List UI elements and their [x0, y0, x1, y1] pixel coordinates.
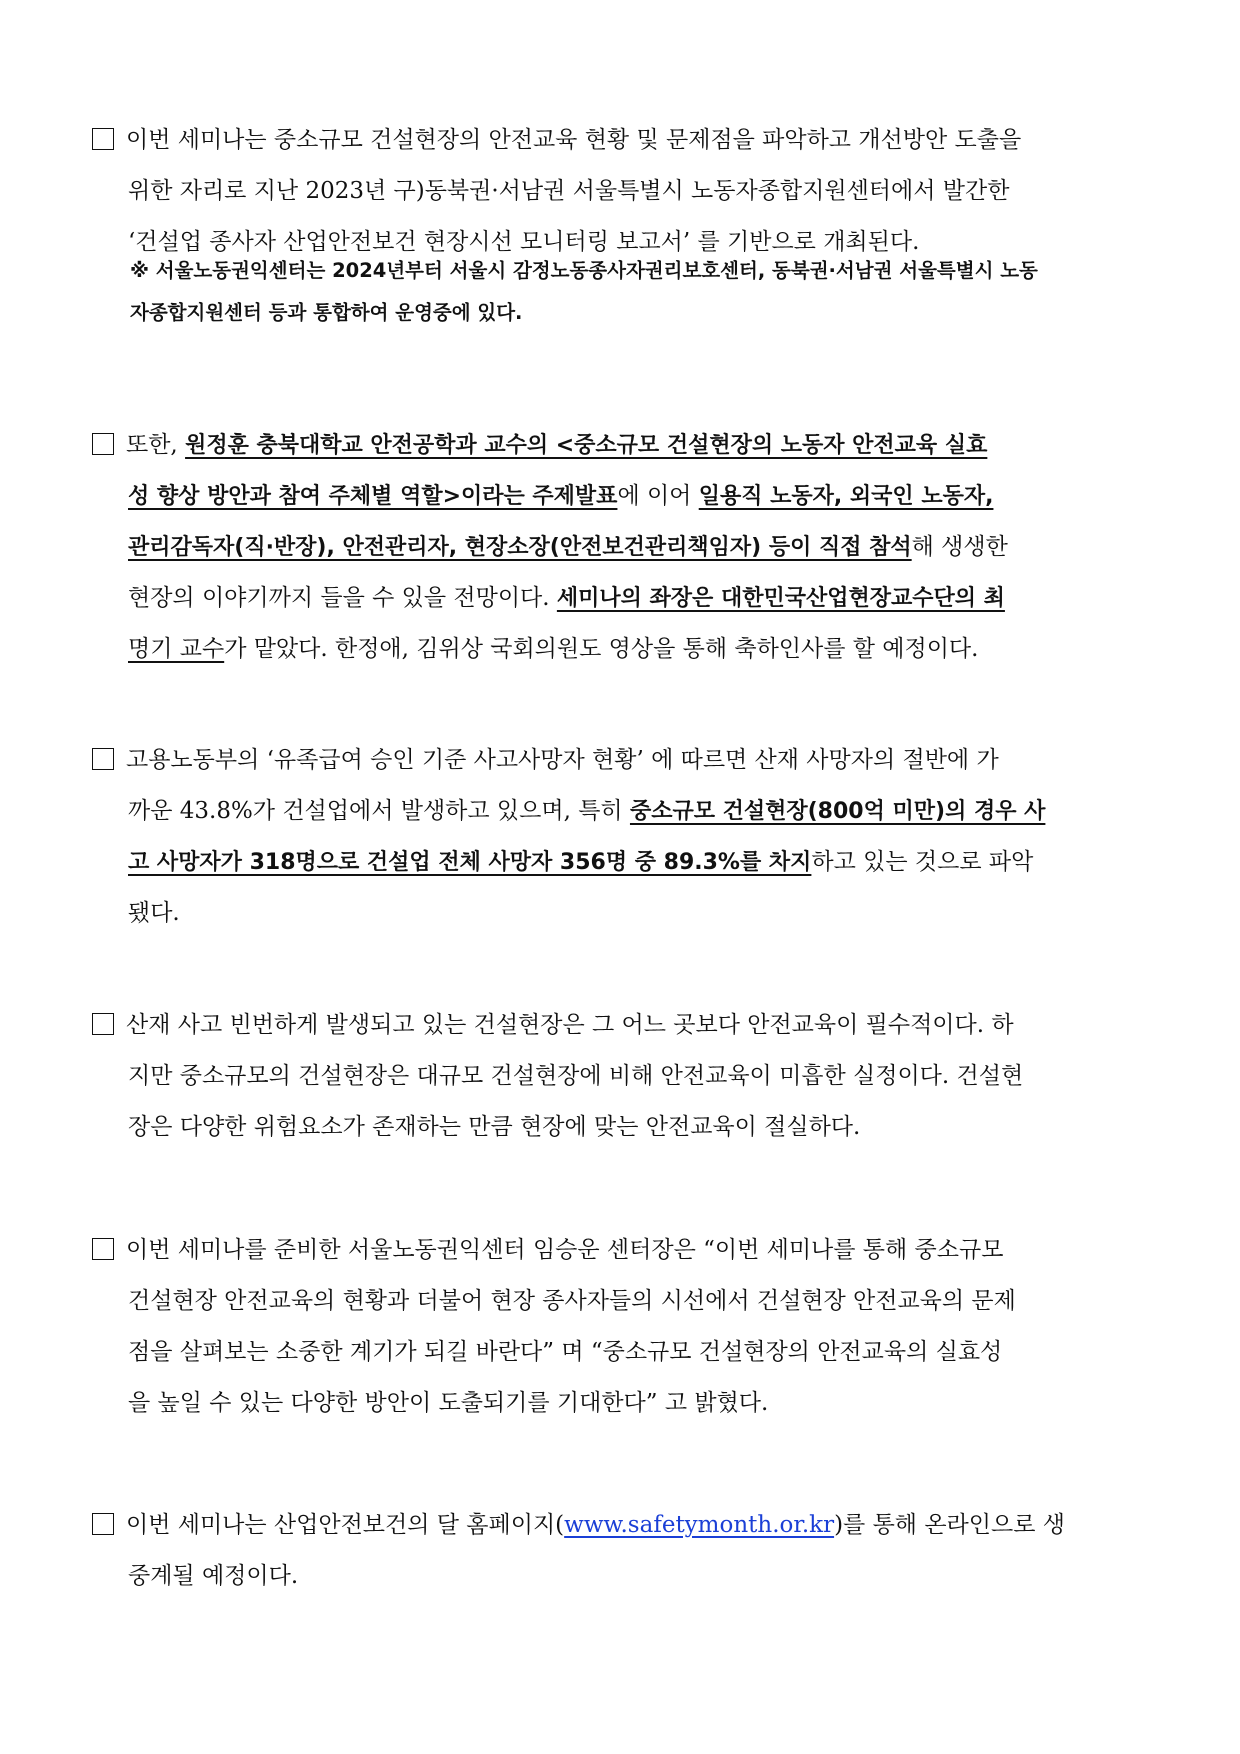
checkbox-bullet-icon	[92, 748, 114, 770]
text-line: 을 높일 수 있는 다양한 방안이 도출되기를 기대한다” 고 밝혔다.	[128, 1390, 769, 1416]
note-line: 자종합지원센터 등과 통합하여 운영중에 있다.	[130, 301, 523, 324]
text-line: 됐다.	[128, 900, 180, 926]
text-line: ‘건설업 종사자 산업안전보건 현장시선 모니터링 보고서’ 를 기반으로 개최된다.	[128, 229, 920, 255]
text-line: 중계될 예정이다.	[128, 1563, 299, 1589]
checkbox-bullet-icon	[92, 128, 114, 150]
safetymonth-link[interactable]: www.safetymonth.or.kr	[564, 1512, 835, 1538]
text-segment: 현장의 이야기까지 들을 수 있을 전망이다.	[128, 585, 557, 611]
text-segment: 가 맡았다. 한정애, 김위상 국회의원도 영상을 통해 축하인사를 할 예정이다.	[224, 636, 979, 662]
paragraph-safety-education-need	[92, 1000, 1156, 1153]
note-center-integration	[130, 250, 1156, 334]
text-segment: 또한,	[126, 432, 186, 458]
checkbox-bullet-icon	[92, 433, 114, 455]
text-segment: 이번 세미나는 산업안전보건의 달 홈페이지(	[126, 1512, 565, 1538]
checkbox-bullet-icon	[92, 1238, 114, 1260]
paragraph-seminar-purpose	[92, 115, 1156, 268]
note-line: ※ 서울노동권익센터는 2024년부터 서울시 감정노동종사자권리보호센터, 동북권·서남권 서울특별시 노동	[130, 259, 1038, 282]
paragraph-fatality-statistics	[92, 735, 1156, 939]
text-segment: 하고 있는 것으로 파악	[811, 849, 1034, 875]
paragraph-seminar-program	[92, 420, 1156, 675]
checkbox-bullet-icon	[92, 1513, 114, 1535]
text-segment: 까운 43.8%가 건설업에서 발생하고 있으며, 특히	[128, 798, 630, 824]
emphasis-text: 중소규모 건설현장(800억 미만)의 경우 사	[629, 799, 1046, 824]
emphasis-text: 일용직 노동자, 외국인 노동자,	[698, 484, 994, 509]
text-line: 장은 다양한 위험요소가 존재하는 만큼 현장에 맞는 안전교육이 절실하다.	[128, 1114, 861, 1140]
paragraph-online-broadcast	[92, 1500, 1156, 1602]
text-segment: )를 통해 온라인으로 생	[834, 1512, 1065, 1538]
text-line: 지만 중소규모의 건설현장은 대규모 건설현장에 비해 안전교육이 미흡한 실정이다. 건설현	[128, 1063, 1024, 1089]
text-line: 고용노동부의 ‘유족급여 승인 기준 사고사망자 현황’ 에 따르면 산재 사망자의 절반에 가	[126, 747, 999, 773]
text-line: 건설현장 안전교육의 현황과 더불어 현장 종사자들의 시선에서 건설현장 안전교육의 문제	[128, 1288, 1016, 1314]
text-line: 이번 세미나를 준비한 서울노동권익센터 임승운 센터장은 “이번 세미나를 통해 중소규모	[126, 1237, 1004, 1263]
checkbox-bullet-icon	[92, 1013, 114, 1035]
emphasis-text: 세미나의 좌장은 대한민국산업현장교수단의 최	[556, 586, 1005, 611]
emphasis-text: 원정훈 충북대학교 안전공학과 교수의 <중소규모 건설현장의 노동자 안전교육 실효	[185, 433, 988, 458]
text-segment: 해 생생한	[911, 534, 1008, 560]
emphasis-text: 성 향상 방안과 참여 주체별 역할>이라는 주제발표	[128, 484, 618, 509]
text-line: 이번 세미나는 중소규모 건설현장의 안전교육 현황 및 문제점을 파악하고 개선방안 도출을	[126, 127, 1022, 153]
text-line: 위한 자리로 지난 2023년 구)동북권·서남권 서울특별시 노동자종합지원센터에서 발간한	[128, 178, 1010, 204]
text-segment: 에 이어	[617, 483, 699, 509]
emphasis-text: 고 사망자가 318명으로 건설업 전체 사망자 356명 중 89.3%를 차지	[128, 850, 812, 875]
emphasis-text: 관리감독자(직·반장), 안전관리자, 현장소장(안전보건관리책임자) 등이 직접 참석	[128, 535, 912, 560]
text-line: 점을 살펴보는 소중한 계기가 되길 바란다” 며 “중소규모 건설현장의 안전교육의 실효성	[128, 1339, 1003, 1365]
paragraph-director-quote	[92, 1225, 1156, 1429]
emphasis-text: 명기 교수	[128, 636, 225, 662]
text-line: 산재 사고 빈번하게 발생되고 있는 건설현장은 그 어느 곳보다 안전교육이 필수적이다. 하	[126, 1012, 1014, 1038]
